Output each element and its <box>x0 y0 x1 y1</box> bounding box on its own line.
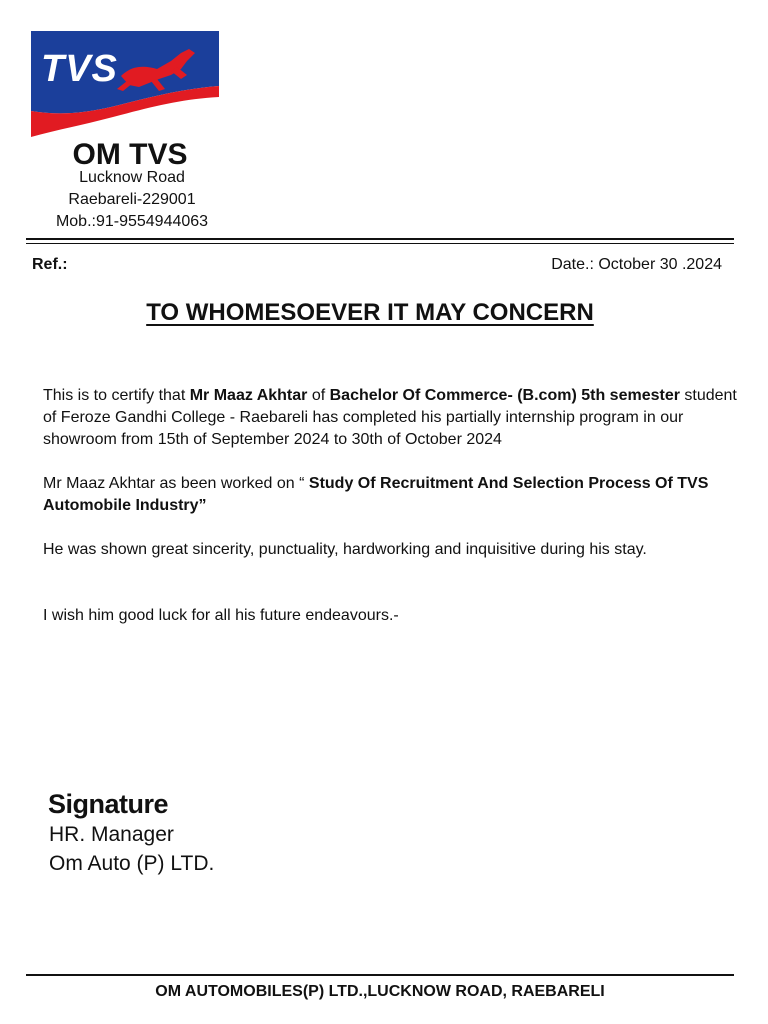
ref-label: Ref.: <box>32 256 68 273</box>
tvs-logo <box>31 31 219 139</box>
footer-address: OM AUTOMOBILES(P) LTD.,LUCKNOW ROAD, RAEBARELI <box>155 983 605 1000</box>
footer-divider <box>26 974 734 976</box>
address-street: Lucknow Road <box>79 169 185 186</box>
header-divider-thin <box>26 243 734 244</box>
paragraph-wishes: I wish him good luck for all his future endeavours.- <box>43 607 399 624</box>
signatory-role: HR. Manager <box>49 823 174 846</box>
letter-title <box>0 298 740 328</box>
address-mobile: Mob.:91-9554944063 <box>55 213 209 230</box>
p1-text-b: of <box>307 387 330 404</box>
signature-label: Signature <box>48 789 169 819</box>
project-topic: Study Of Recruitment And Selection Process Of TVS Automobile Industry” <box>43 475 709 514</box>
signatory-company: Om Auto (P) LTD. <box>49 852 215 875</box>
student-name: Mr Maaz Akhtar <box>189 387 308 404</box>
p1-text-a: This is to certify that <box>43 387 190 404</box>
course-name: Bachelor Of Commerce- (B.com) 5th semester <box>329 387 680 404</box>
p1-text-c: student of Feroze Gandhi College - Raebareli has completed his partially internship program in our showroom from 15th of September 2024 to 30th of October 2024 <box>43 387 737 448</box>
paragraph-project <box>43 473 743 517</box>
company-name: OM TVS <box>72 138 188 171</box>
tvs-logo-text: TVS <box>41 48 118 90</box>
paragraph-conduct: He was shown great sincerity, punctuality, hardworking and inquisitive during his stay. <box>43 541 647 558</box>
address-city: Raebareli-229001 <box>68 191 196 208</box>
letter-date: Date.: October 30 .2024 <box>551 256 722 273</box>
header-divider <box>26 238 734 240</box>
p2-text-a: Mr Maaz Akhtar as been worked on “ <box>43 475 309 492</box>
paragraph-certification <box>43 385 743 451</box>
letter-title-text: TO WHOMESOEVER IT MAY CONCERN <box>146 299 594 326</box>
